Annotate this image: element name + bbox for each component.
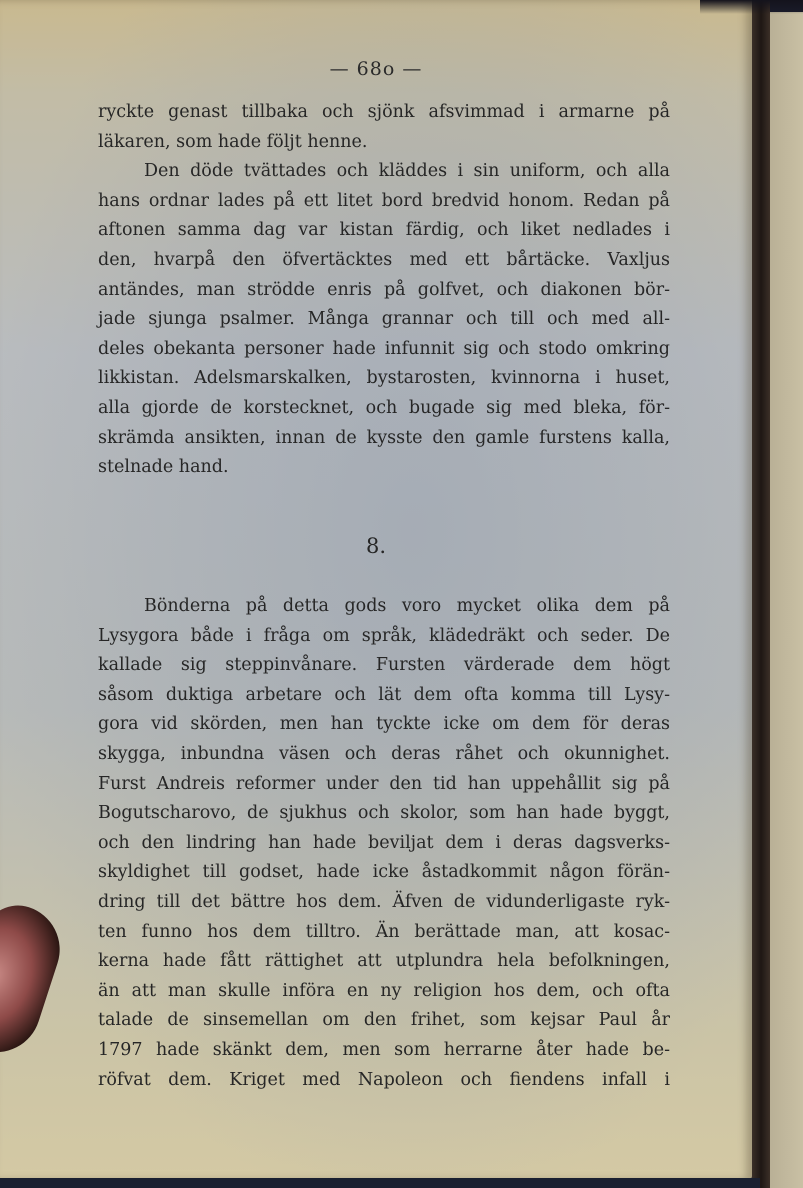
text-line: såsom duktiga arbetare och lät dem ofta komma till Lysy- [98, 684, 670, 705]
text-line: ryckte genast tillbaka och sjönk afsvimmad i armarne på [98, 102, 670, 122]
text-line: aftonen samma dag var kistan färdig, och liket nedlades i [98, 220, 670, 241]
text-line: Furst Andreis reformer under den tid han uppehållit sig på [98, 773, 670, 794]
text-line: talade de sinsemellan om den frihet, som kejsar Paul år [98, 1010, 670, 1031]
book-gutter [752, 0, 770, 1188]
text-line: dring till det bättre hos dem. Äfven de vidunderligaste ryk- [98, 891, 670, 912]
text-line: röfvat dem. Kriget med Napoleon och fiendens infall i [98, 1069, 670, 1090]
text-line: skrämda ansikten, innan de kysste den gamle furstens kalla, [98, 427, 670, 448]
text-line: stelnade hand. [98, 457, 229, 478]
text-line: hans ordnar lades på ett litet bord bredvid honom. Redan på [98, 190, 670, 211]
text-line: kerna hade fått rättighet att utplundra hela befolkningen, [98, 951, 670, 972]
text-line: jade sjunga psalmer. Många grannar och till och med all- [98, 309, 670, 330]
text-line: deles obekanta personer hade infunnit sig och stodo omkring [98, 338, 670, 359]
text-line: Bogutscharovo, de sjukhus och skolor, som han hade byggt, [98, 803, 670, 824]
text-line: den, hvarpå den öfvertäcktes med ett bårtäcke. Vaxljus [98, 249, 670, 270]
text-line: än att man skulle införa en ny religion hos dem, och ofta [98, 980, 670, 1001]
paragraph-block-1 [98, 98, 670, 483]
text-line: Bönderna på detta gods voro mycket olika dem på [144, 596, 670, 616]
text-line: antändes, man strödde enris på golfvet, och diakonen bör- [98, 279, 670, 300]
page-number: — 68o — [329, 58, 423, 80]
text-line: alla gjorde de korstecknet, och bugade sig med bleka, för- [98, 397, 670, 418]
text-line: Den döde tvättades och kläddes i sin uniform, och alla [144, 161, 670, 182]
text-line: ten funno hos dem tilltro. Än berättade man, att kosac- [98, 921, 670, 942]
section-heading: 8. [365, 534, 387, 558]
paragraph-block-2 [98, 592, 670, 1095]
text-line: och den lindring han hade beviljat dem i deras dagsverks- [98, 832, 670, 853]
text-line: gora vid skörden, men han tyckte icke om dem för deras [98, 714, 670, 735]
text-line: skyldighet till godset, hade icke åstadkommit någon förän- [98, 862, 670, 883]
text-line: skygga, inbundna väsen och deras råhet och okunnighet. [98, 743, 670, 764]
text-line: kallade sig steppinvånare. Fursten värderade dem högt [98, 655, 670, 676]
text-line: Lysygora både i fråga om språk, klädedräkt och seder. De [98, 625, 670, 646]
text-line: läkaren, som hade följt henne. [98, 131, 368, 152]
background-shadow [700, 0, 803, 14]
facing-page-edge [770, 12, 803, 1188]
text-line: 1797 hade skänkt dem, men som herrarne åter hade be- [98, 1039, 670, 1060]
text-line: likkistan. Adelsmarskalken, bystarosten, kvinnorna i huset, [98, 368, 670, 389]
background-surface [0, 1178, 760, 1188]
